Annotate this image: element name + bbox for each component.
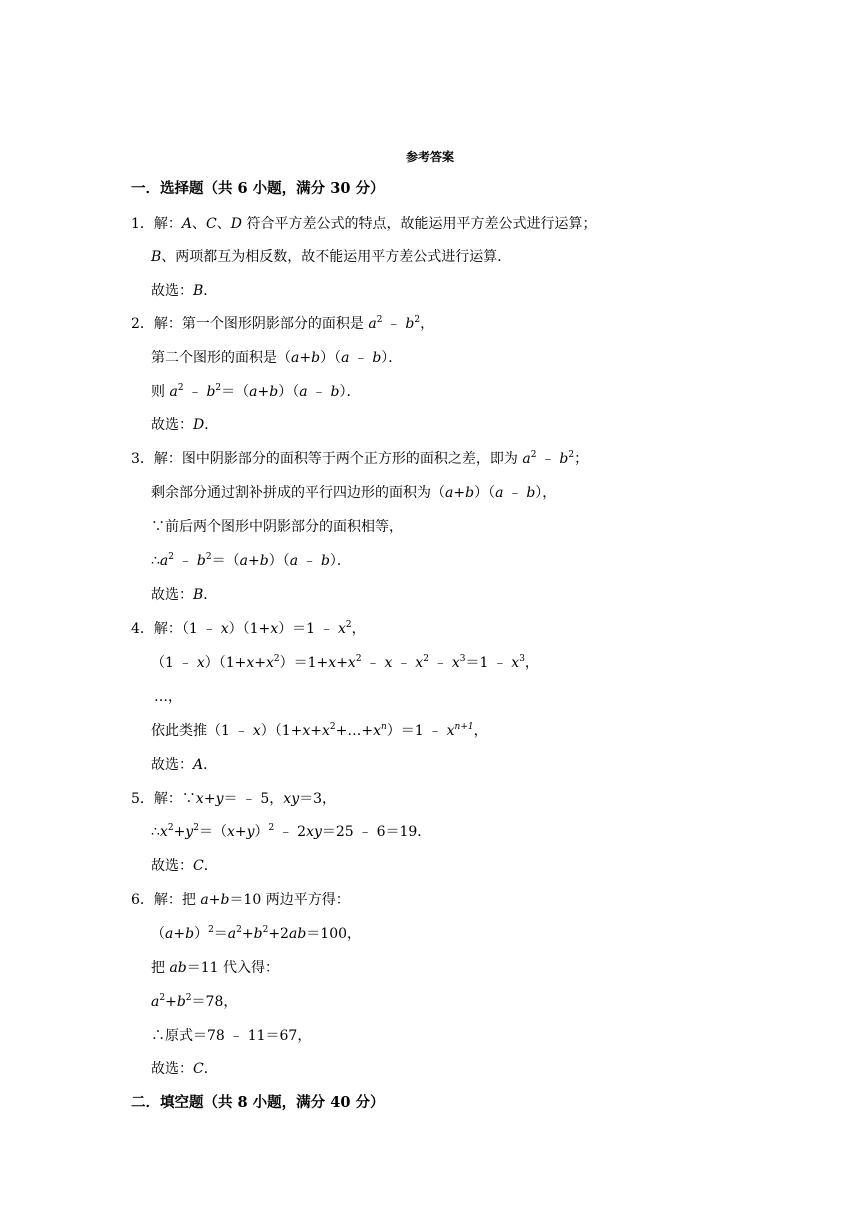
- page-title: 参考答案: [405, 150, 454, 164]
- q6-line-5: ∴原式＝78 ﹣ 11＝67，: [151, 1028, 312, 1044]
- q6-line-2: $(a+b)^2=a^2+b^2+2ab=100$，: [151, 925, 362, 942]
- q3-line-3: ∵前后两个图形中阴影部分的面积相等，: [151, 519, 403, 535]
- q2-line-1: 2．解：第一个图形阴影部分的面积是 $a^2$ ﹣ $b^2$，: [131, 315, 435, 332]
- q4-answer: 故选：A．: [151, 757, 218, 773]
- q3-line-2: 剩余部分通过割补拼成的平行四边形的面积为（a+b）（a ﹣ b），: [151, 485, 557, 501]
- q6-line-3: 把 ab＝11 代入得：: [151, 960, 280, 976]
- q3-line-4: $\therefore a^2$ ﹣ $b^2=(a+b)(a$ ﹣ b）．: [151, 552, 351, 569]
- q6-line-4: $a^2+b^2=78$，: [151, 993, 238, 1010]
- q3-line-1: 3．解：图中阴影部分的面积等于两个正方形的面积之差，即为 $a^2$ ﹣ $b^2$；: [131, 450, 589, 467]
- q1-line-1: 1．解：A、C、D 符合平方差公式的特点，故能运用平方差公式进行运算；: [131, 216, 597, 232]
- q2-line-3: 则 $a^2$ ﹣ $b^2=(a+b)(a$ ﹣ b）．: [151, 383, 361, 400]
- section-heading-choice: 一．选择题（共 6 小题，满分 30 分）: [131, 180, 385, 197]
- q2-answer: 故选：D．: [151, 417, 219, 433]
- q4-line-4: 依此类推（1 ﹣ $x)(1+x+x^2+\dots+x^n)=1$ ﹣ $x^{n+1}$，: [151, 722, 488, 739]
- q6-line-1: 6．解：把 a+b＝10 两边平方得：: [131, 892, 350, 908]
- q2-line-2: 第二个图形的面积是（a+b）（a ﹣ b）．: [151, 350, 403, 366]
- q4-line-2: （1 ﹣ $x)(1+x+x^2)=1+x+x^2$ ﹣ x ﹣ $x^2$ ﹣ $x^3=1$ ﹣ $x^3$，: [151, 654, 539, 671]
- q5-line-1: 5．解：∵x+y＝ ﹣ 5，xy＝3，: [131, 791, 337, 807]
- q4-line-1: 4．解：（1 ﹣ x）（1+x）＝1 ﹣ $x^2$，: [131, 620, 366, 637]
- section-heading-fill-in: 二．填空题（共 8 小题，满分 40 分）: [131, 1094, 385, 1111]
- q1-answer: 故选：B．: [151, 283, 218, 299]
- q5-line-2: $\therefore x^2+y^2=(x+y)^2$ ﹣ 2xy＝25 ﹣ 6＝19．: [151, 823, 432, 840]
- q1-line-2: B、两项都互为相反数，故不能运用平方差公式进行运算．: [151, 249, 512, 265]
- q3-answer: 故选：B．: [151, 587, 218, 603]
- q5-answer: 故选：C．: [151, 858, 218, 874]
- q4-line-3: …，: [154, 689, 182, 705]
- q6-answer: 故选：C．: [151, 1061, 218, 1077]
